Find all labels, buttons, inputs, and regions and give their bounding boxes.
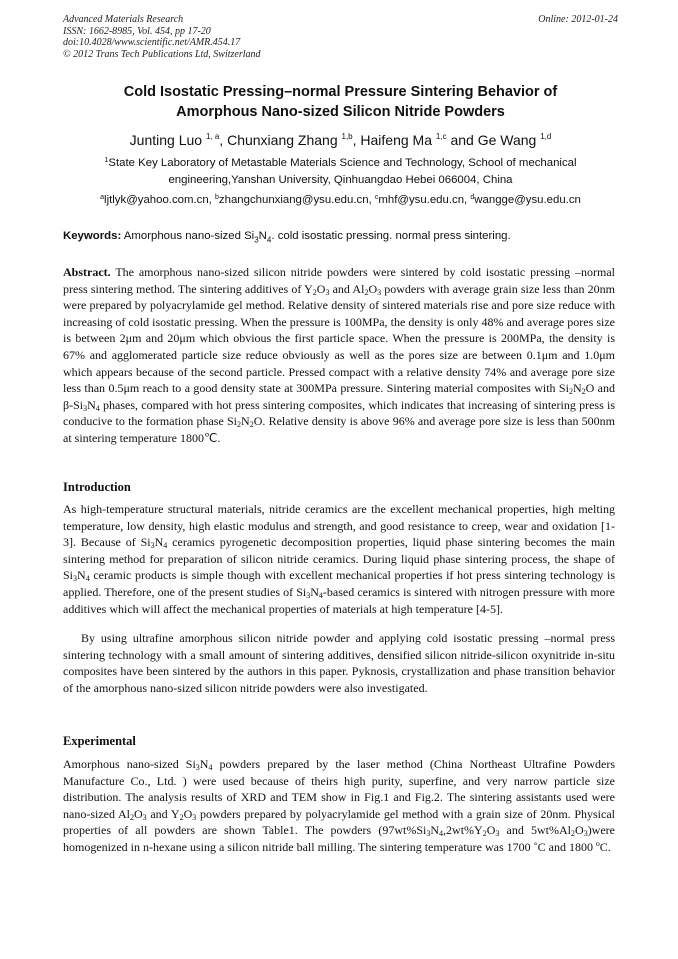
keywords (63, 228, 618, 244)
email-mark: c (374, 194, 379, 201)
subscript: 4 (163, 541, 168, 551)
text-run: N (87, 397, 96, 412)
subscript: 2 (568, 387, 573, 397)
abstract-label: Abstract. (63, 265, 111, 279)
text-run: N (572, 381, 582, 396)
author-affil-mark: 1,c (435, 132, 447, 141)
email-link[interactable]: mhf@ysu.edu.cn (378, 194, 465, 206)
text-run: and Y (146, 806, 180, 821)
text-run: and Al (329, 281, 365, 296)
subscript: 3 (195, 763, 200, 772)
subscript: 2 (571, 829, 576, 839)
text-run: O (183, 806, 193, 821)
email-link[interactable]: ljtlyk@yahoo.com.cn (104, 194, 209, 206)
abstract-paragraph (63, 264, 615, 447)
text-run: As high-temperature structural materials, nitride ceramics are the excellent mechanical properties, high melting temperature, low density, high elastic modulus and strength, and good resistance to creep, wear and oxidation [1-3]. Because of Si (63, 502, 615, 550)
email-mark: b (215, 194, 219, 201)
text-run: O (486, 823, 496, 838)
text-run: ceramics pyrogenetic decomposition properties, liquid phase sintering becomes the main sintering method for preparation of silicon nitride ceramics. During liquid phase sintering process, the shape of Si (63, 535, 615, 583)
subscript: 3 (306, 590, 311, 600)
text-run: O and β-Si (63, 381, 615, 412)
affiliation-line-1: State Key Laboratory of Metastable Materials Science and Technology, School of mechanical (108, 157, 577, 169)
keywords-text: . cold isostatic pressing. normal press sintering. (271, 230, 511, 242)
text-run: N (77, 568, 86, 583)
subscript: 2 (581, 387, 586, 397)
text-run: and 5wt%Al (499, 823, 572, 838)
text-run: O (368, 281, 378, 296)
subscript: 4 (318, 590, 323, 600)
text-run: -based ceramics is sintered with nitrogen pressure with more additives which will affect the mechanical properties of materials at high temperature [4-5]. (63, 584, 616, 616)
text-run: N (154, 535, 164, 550)
text-run: powders prepared by the laser method (China Northeast Ultrafine Powders Manufacture Co., Ltd. ) were used because of theirs high purity, superfine, and very narrow particle size distribution. The analysis results of XRD and TEM show in Fig.1 and Fig.2. The sintering assistants used were nano-sized Al (63, 757, 615, 821)
affiliation-line-2: engineering,Yanshan University, Qinhuangdao Hebei 066004, China (168, 174, 513, 186)
keywords-text: Amorphous nano-sized Si (123, 230, 255, 242)
affiliation-mark: 1 (104, 157, 109, 164)
email-list: $^a$ljtlyk@yahoo.com.cn, $^b$zhangchunxiang@ysu.edu.cn, $^c$mhf@ysu.edu.cn, $^d$wangge@ysu.edu.cn (100, 194, 581, 206)
subscript: 3 (142, 812, 147, 822)
email-mark: a (100, 194, 105, 201)
journal-issn: ISSN: 1662-8985, Vol. 454, pp 17-20 (63, 25, 211, 37)
subscript: 2 (249, 420, 254, 430)
text-run: Amorphous nano-sized Si (63, 757, 196, 771)
subscript: 3 (73, 574, 78, 584)
subscript: 2 (312, 287, 317, 297)
author-affil-mark: 1,b (341, 132, 353, 141)
text-run: O. Relative density is above 96% and average pore size is less than 500nm at sintering temperature 1800℃. (63, 414, 615, 445)
text-run: N (241, 414, 250, 429)
affiliation (63, 155, 618, 189)
text-run: N (310, 584, 319, 599)
journal-copyright: © 2012 Trans Tech Publications Ltd, Switzerland (63, 48, 261, 60)
text-run: )were homogenized in n-hexane using a silicon nitride ball milling. The sintering temperature was 1700 ˚C and 1800 ºC. (63, 823, 615, 854)
subscript: 2 (482, 829, 487, 839)
text-run: O (134, 806, 143, 821)
subscript: 4 (266, 235, 272, 245)
journal-name: Advanced Materials Research (63, 14, 184, 25)
email-mark: d (470, 194, 475, 201)
text-run: O (316, 281, 326, 296)
author-list: Junting Luo $^{1, a}$, Chunxiang Zhang $^{1,b}$, Haifeng Ma $^{1,c}$ and Ge Wang $^{1,d}$ (129, 132, 552, 148)
subscript: 3 (377, 287, 382, 297)
author-name: Haifeng Ma (360, 132, 432, 148)
experimental-paragraph (63, 756, 615, 856)
author-name: Junting Luo (129, 132, 203, 148)
subscript: 3 (192, 812, 197, 822)
author-name: Ge Wang (477, 132, 537, 148)
subscript: 3 (583, 829, 588, 839)
subscript: 4 (85, 574, 90, 584)
subscript: 3 (495, 829, 500, 839)
text-run: powders with average grain size less than 20nm were prepared by polyacrylamide gel method. Relative density of sintered materials rise and pore size reduce with increasing of cold isostatic pressing. When the pressure is 100MPa, the density is only 48% and average pores size is between 2μm and 20μm which obvious the first particle space. When the pressure is 200MPa, the density is 67% and agglomerated particle size reduce obviously as well as the pores size are between 0.1μm and 1.0μm which appears because of the second particle. Pressed compact with a relative density 74% and average pore size less than 0.5μm reach to a good density state at 300MPa pressure. Sintering material composites with Si (63, 281, 616, 396)
text-run: ,2wt%Y (443, 823, 483, 838)
text-run: phases, compared with hot press sintering composites, which indicates that increasing of sintering press is conducive to the formation phase Si (63, 397, 615, 429)
author-affil-mark: 1,d (540, 132, 552, 141)
introduction-paragraph-1 (63, 501, 615, 617)
subscript: 3 (426, 829, 431, 839)
subscript: 3 (83, 403, 88, 413)
subscript: 2 (130, 812, 134, 822)
title-line-1: Cold Isostatic Pressing–normal Pressure Sintering Behavior of (123, 84, 558, 100)
introduction-paragraph-2: By using ultrafine amorphous silicon nitride powder and applying cold isostatic pressing –normal press sintering technology with a small amount of sintering additives, densified silicon nitride-silicon oxynitride in-situ composites have been sintered by the authors in this paper. Pyknosis, crystallization and phase transition behavior of the amorphous nano-sized silicon nitride powders were also investigated. (63, 631, 615, 695)
keywords-label: Keywords: (63, 230, 122, 242)
keywords-text: N (258, 230, 267, 242)
text-run: N (199, 757, 209, 771)
title-line-2: Amorphous Nano-sized Silicon Nitride Powders (176, 104, 505, 120)
journal-header (63, 14, 618, 60)
subscript: 2 (364, 287, 369, 297)
text-run: powders prepared by polyacrylamide gel method with a grain size of 20nm. Physical properties of all powders are shown Table1. The powders (97wt%Si (63, 806, 616, 838)
author-name: Chunxiang Zhang (227, 132, 338, 148)
subscript: 2 (179, 812, 184, 822)
subscript: 4 (95, 403, 100, 413)
text-run: N (430, 823, 440, 838)
online-date: Online: 2012-01-24 (538, 14, 618, 25)
email-link[interactable]: wangge@ysu.edu.cn (474, 194, 581, 206)
subscript: 4 (439, 829, 444, 839)
text-run: O (575, 823, 584, 838)
paper-title (63, 82, 618, 122)
section-heading-introduction: Introduction (63, 480, 131, 494)
journal-doi: doi:10.4028/www.scientific.net/AMR.454.17 (63, 37, 241, 48)
author-affil-mark: 1, a (205, 132, 220, 141)
subscript: 2 (237, 420, 242, 430)
subscript: 4 (208, 763, 213, 772)
section-heading-experimental: Experimental (63, 734, 136, 748)
text-run: ceramic products is simple though with excellent mechanical properties if hot press sintering technology is applied. Therefore, one of the present studies of Si (63, 568, 615, 599)
subscript: 3 (150, 541, 155, 551)
subscript: 3 (325, 287, 330, 297)
email-link[interactable]: zhangchunxiang@ysu.edu.cn (218, 194, 369, 206)
text-run: The amorphous nano-sized silicon nitride powders were sintered by cold isostatic pressing –normal press sintering method. The sintering additives of Y (63, 265, 615, 296)
subscript: 3 (254, 235, 259, 245)
